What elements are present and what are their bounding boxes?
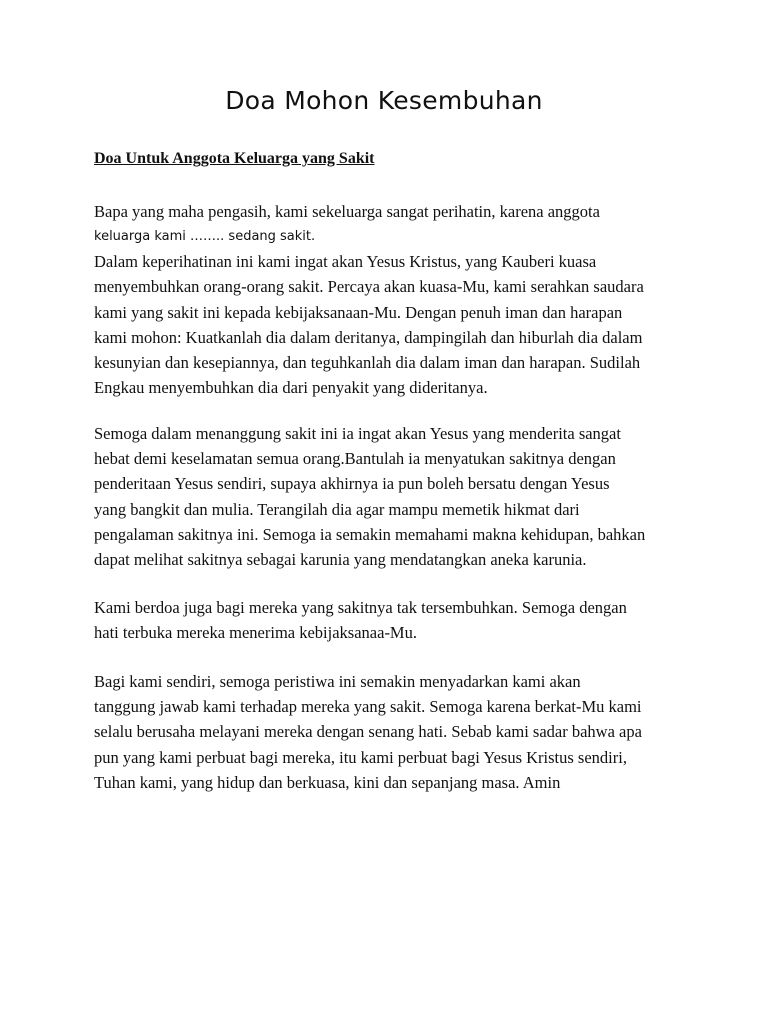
text-line: pun yang kami perbuat bagi mereka, itu kami perbuat bagi Yesus Kristus sendiri,	[94, 747, 627, 767]
text-line: Bagi kami sendiri, semoga peristiwa ini semakin menyadarkan kami akan	[94, 672, 581, 691]
page-title: Doa Mohon Kesembuhan	[225, 86, 543, 115]
text-line: Bapa yang maha pengasih, kami sekeluarga sangat perihatin, karena anggota	[94, 202, 600, 221]
text-line: pengalaman sakitnya ini. Semoga ia semakin memahami makna kehidupan, bahkan	[94, 524, 646, 544]
paragraph-2	[94, 421, 690, 572]
text-line: penderitaan Yesus sendiri, supaya akhirnya ia pun boleh bersatu dengan Yesus	[94, 474, 610, 494]
text-line: dapat melihat sakitnya sebagai karunia yang mendatangkan aneka karunia.	[94, 550, 587, 570]
text-line: menyembuhkan orang-orang sakit. Percaya akan kuasa-Mu, kami serahkan saudara	[94, 277, 644, 297]
text-line: selalu berusaha melayani mereka dengan senang hati. Sebab kami sadar bahwa apa	[94, 722, 642, 742]
text-line: Dalam keperihatinan ini kami ingat akan Yesus Kristus, yang Kauberi kuasa	[94, 252, 597, 272]
text-line: hebat demi keselamatan semua orang.Bantulah ia menyatukan sakitnya dengan	[94, 449, 616, 469]
paragraph-1	[94, 199, 690, 400]
paragraph-3	[94, 595, 690, 645]
text-line: Kami berdoa juga bagi mereka yang sakitnya tak tersembuhkan. Semoga dengan	[94, 598, 627, 617]
text-line: tanggung jawab kami terhadap mereka yang sakit. Semoga karena berkat-Mu kami	[94, 697, 642, 717]
text-line: hati terbuka mereka menerima kebijaksanaa-Mu.	[94, 623, 417, 643]
text-line: Tuhan kami, yang hidup dan berkuasa, kini dan sepanjang masa. Amin	[94, 772, 561, 792]
text-line: Engkau menyembuhkan dia dari penyakit yang dideritanya.	[94, 378, 488, 398]
text-line: kesunyian dan kesepiannya, dan teguhkanlah dia dalam iman dan harapan. Sudilah	[94, 353, 641, 373]
text-line: kami yang sakit ini kepada kebijaksanaan-Mu. Dengan penuh iman dan harapan	[94, 302, 623, 322]
text-line: Semoga dalam menanggung sakit ini ia ingat akan Yesus yang menderita sangat	[94, 424, 621, 443]
prayer-subtitle: Doa Untuk Anggota Keluarga yang Sakit	[94, 150, 375, 167]
text-line: keluarga kami …….. sedang sakit.	[94, 229, 316, 245]
paragraph-4	[94, 669, 690, 795]
text-line: yang bangkit dan mulia. Terangilah dia agar mampu memetik hikmat dari	[94, 499, 580, 519]
text-line: kami mohon: Kuatkanlah dia dalam deritanya, dampingilah dan hiburlah dia dalam	[94, 327, 643, 347]
